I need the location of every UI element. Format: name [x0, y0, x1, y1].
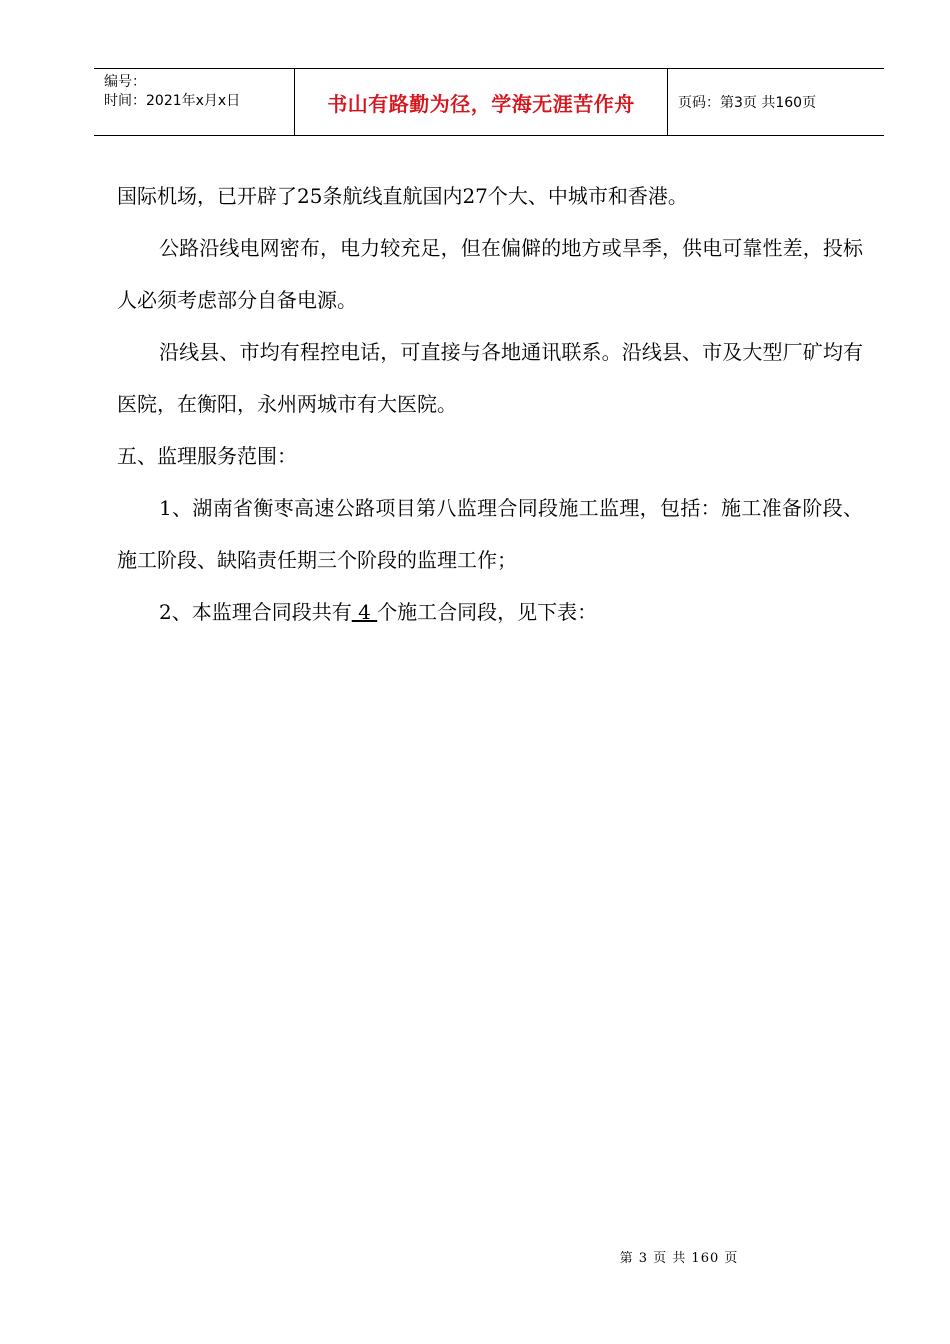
- section-heading-scope: 五、监理服务范围：: [117, 444, 297, 468]
- header-meta: [94, 69, 295, 135]
- page-footer: 第 3 页 共 160 页: [619, 1251, 739, 1266]
- item2-count: 4: [351, 600, 378, 624]
- time-label: 时间：2021年x月x日: [104, 93, 241, 109]
- item2-suffix: 个施工合同段，见下表：: [377, 600, 598, 624]
- item2-prefix: 2、本监理合同段共有: [159, 600, 352, 624]
- paragraph-telecom: 沿线县、市均有程控电话，可直接与各地通讯联系。沿线县、市及大型厂矿均有医院，在衡阳，永州两城市有大医院。: [117, 340, 863, 416]
- document-body: [117, 170, 863, 638]
- paragraph-scope-item-1: 1、湖南省衡枣高速公路项目第八监理合同段施工监理，包括：施工准备阶段、施工阶段、缺陷责任期三个阶段的监理工作；: [117, 496, 863, 572]
- paragraph-airport: 国际机场，已开辟了25条航线直航国内27个大、中城市和香港。: [117, 184, 688, 208]
- header-motto: 书山有路勤为径，学海无涯苦作舟: [295, 69, 668, 135]
- header-page-info: 页码：第3页 共160页: [678, 95, 817, 111]
- paragraph-power: 公路沿线电网密布，电力较充足，但在偏僻的地方或旱季，供电可靠性差，投标人必须考虑部分自备电源。: [117, 236, 863, 312]
- paragraph-scope-item-2: [117, 586, 863, 638]
- page-header: [94, 68, 884, 136]
- number-label: 编号：: [104, 74, 146, 90]
